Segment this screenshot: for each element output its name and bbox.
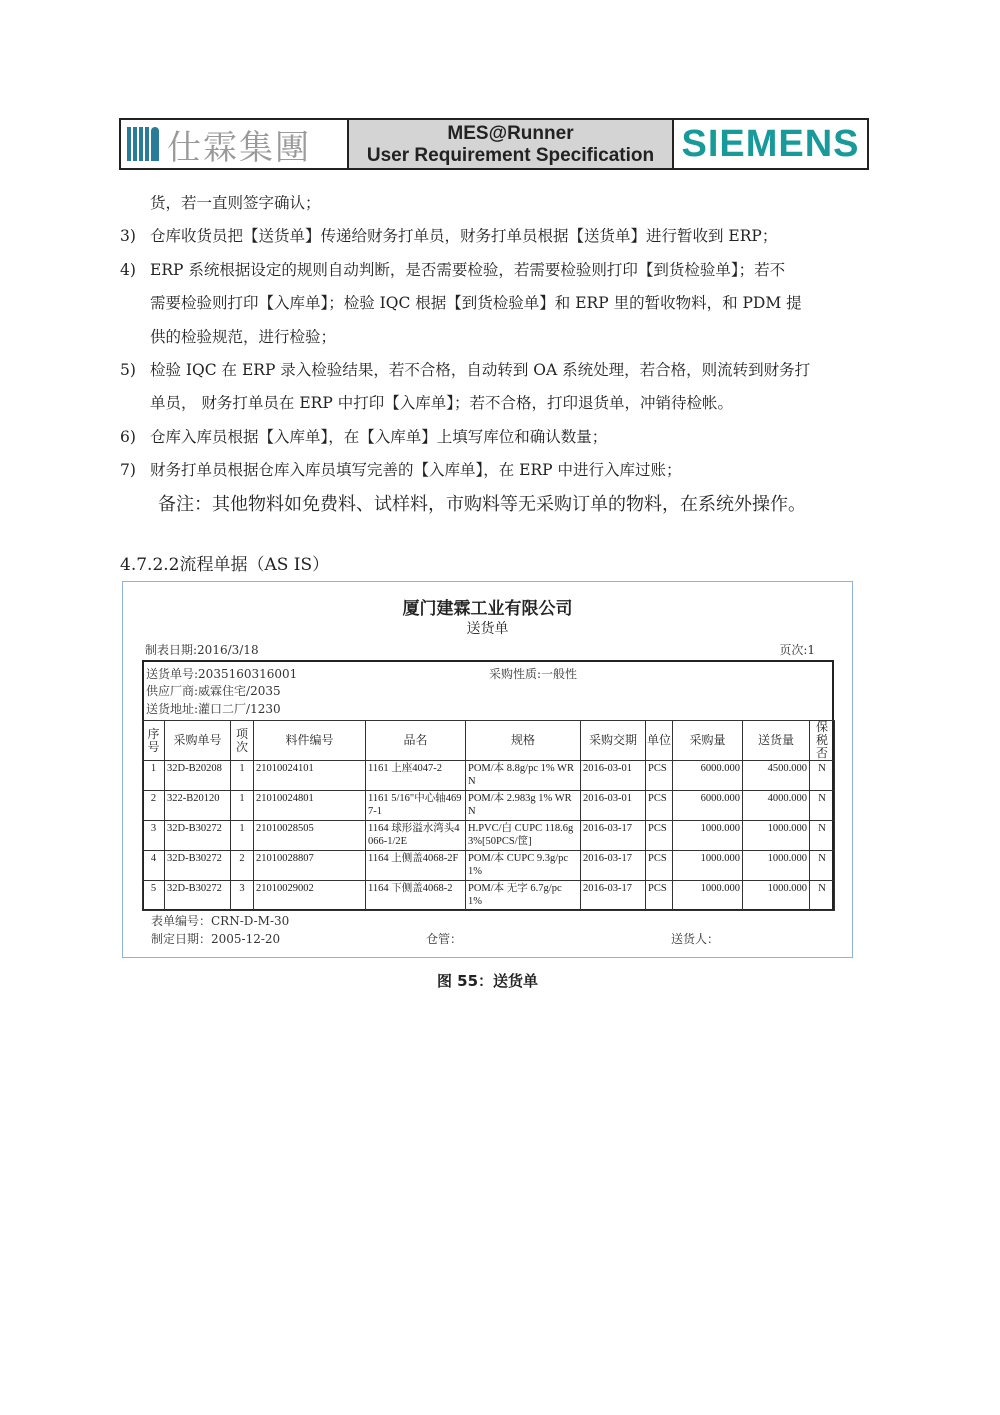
made-date: 制定日期：2005-12-20 [151, 932, 281, 946]
table-cell: 32D-B30272 [165, 821, 231, 851]
delivery-table [142, 720, 835, 911]
column-header: 采购交期 [581, 721, 646, 761]
table-cell: N [810, 851, 835, 881]
table-cell: N [810, 761, 835, 791]
table-cell: 32D-B30272 [165, 851, 231, 881]
table-cell: 5 [143, 881, 165, 911]
form-info [144, 662, 832, 720]
figure-caption: 图 55：送货单 [436, 972, 539, 990]
table-cell: 2 [143, 791, 165, 821]
table-cell: 1000.000 [673, 821, 743, 851]
table-cell: 21010029002 [254, 881, 366, 911]
table-cell: 1000.000 [743, 851, 810, 881]
list-number: 3) [120, 227, 136, 246]
address: 送货地址:灌口二厂/1230 [146, 702, 281, 716]
table-cell: POM/本 CUPC 9.3g/pc 1% [466, 851, 581, 881]
list-number: 5) [120, 361, 136, 379]
table-cell: 32D-B20208 [165, 761, 231, 791]
column-header: 项次 [231, 721, 254, 761]
list-item-text: 供的检验规范，进行检验； [150, 327, 337, 346]
doc-title [349, 120, 674, 168]
list-number: 7) [120, 461, 136, 480]
table-cell: N [810, 821, 835, 851]
table-row [143, 761, 835, 791]
table-cell: PCS [646, 881, 673, 911]
figure-wrapper [122, 581, 853, 991]
sender: 送货人： [671, 932, 720, 946]
logo-text: 仕霖集團 [167, 127, 311, 168]
table-cell: POM/本 8.8g/pc 1% WRN [466, 761, 581, 791]
table-cell: 3 [231, 881, 254, 911]
table-cell: 1164 上侧盖4068-2F [366, 851, 466, 881]
column-header: 序号 [143, 721, 165, 761]
table-cell: 21010024101 [254, 761, 366, 791]
table-cell: 2016-03-17 [581, 821, 646, 851]
table-cell: PCS [646, 761, 673, 791]
table-row [143, 881, 835, 911]
table-row [143, 851, 835, 881]
table-row [143, 821, 835, 851]
table-cell: N [810, 791, 835, 821]
form-footer [142, 911, 833, 947]
form-number: 表单编号：CRN-D-M-30 [151, 914, 290, 928]
table-cell: 21010028505 [254, 821, 366, 851]
table-cell: 2 [231, 851, 254, 881]
table-cell: POM/本 无字 6.7g/pc 1% [466, 881, 581, 911]
doc-title-line2: User Requirement Specification [366, 145, 655, 166]
logo-mark-icon [127, 127, 159, 161]
page-header [119, 118, 869, 170]
table-cell: PCS [646, 851, 673, 881]
purchase-nature: 采购性质:一般性 [489, 667, 578, 681]
table-cell: 1000.000 [743, 821, 810, 851]
table-cell: 322-B20120 [165, 791, 231, 821]
column-header: 采购单号 [165, 721, 231, 761]
table-cell: 1164 球形溢水湾头4066-1/2E [366, 821, 466, 851]
list-item-text: 财务打单员根据仓库入库员填写完善的【入库单】，在 ERP 中进行入库过账； [150, 461, 682, 480]
form-title: 送货单 [466, 621, 509, 637]
table-cell: 1 [231, 821, 254, 851]
column-header: 送货量 [743, 721, 810, 761]
column-header: 采购量 [673, 721, 743, 761]
table-cell: 2016-03-17 [581, 881, 646, 911]
delivery-note-figure [122, 581, 853, 958]
table-cell: PCS [646, 821, 673, 851]
delivery-no: 送货单号:2035160316001 [146, 667, 298, 681]
table-cell: 6000.000 [673, 761, 743, 791]
table-cell: 2016-03-01 [581, 761, 646, 791]
table-cell: 1 [143, 761, 165, 791]
list-number: 6) [120, 427, 136, 446]
table-cell: 21010024801 [254, 791, 366, 821]
table-cell: 2016-03-01 [581, 791, 646, 821]
form-company: 厦门建霖工业有限公司 [402, 599, 573, 619]
table-cell: 21010028807 [254, 851, 366, 881]
table-cell: POM/本 2.983g 1% WRN [466, 791, 581, 821]
list-item-text: 仓库入库员根据【入库单】，在【入库单】上填写库位和确认数量； [150, 427, 608, 446]
table-cell: 1164 下侧盖4068-2 [366, 881, 466, 911]
table-row [143, 791, 835, 821]
table-cell: 32D-B30272 [165, 881, 231, 911]
list-item-text: 检验 IQC 在 ERP 录入检验结果，若不合格，自动转到 OA 系统处理，若合格，则流转到财务打 [150, 361, 811, 379]
column-header: 保税否 [810, 721, 835, 761]
table-cell: 1000.000 [673, 851, 743, 881]
note: 备注：其他物料如免费料、试样料，市购料等无采购订单的物料，在系统外操作。 [158, 494, 806, 515]
column-header: 品名 [366, 721, 466, 761]
vendor: 供应厂商:威霖住宅/2035 [146, 684, 281, 698]
section-heading: 4.7.2.2流程单据（AS IS） [120, 555, 330, 575]
list-number: 4) [120, 260, 136, 279]
table-cell: 3 [143, 821, 165, 851]
form-box [142, 660, 834, 911]
table-cell: 1000.000 [743, 881, 810, 911]
table-cell: 2016-03-17 [581, 851, 646, 881]
table-cell: 1 [231, 761, 254, 791]
list-continuation: 货，若一直则签字确认； [150, 194, 321, 212]
form-page: 页次:1 [779, 643, 815, 657]
list-item-text: ERP 系统根据设定的规则自动判断，是否需要检验，若需要检验则打印【到货检验单】；若不 [150, 260, 786, 279]
table-cell: 4000.000 [743, 791, 810, 821]
table-cell: 1 [231, 791, 254, 821]
table-cell: N [810, 881, 835, 911]
siemens-logo: SIEMENS [681, 122, 860, 165]
column-header: 规格 [466, 721, 581, 761]
table-cell: H.PVC/白 CUPC 118.6g3%[50PCS/筐] [466, 821, 581, 851]
company-logo [121, 120, 349, 168]
table-cell: 1161 上座4047-2 [366, 761, 466, 791]
table-cell: PCS [646, 791, 673, 821]
doc-title-line1: MES@Runner [447, 123, 574, 144]
list-item-text: 需要检验则打印【入库单】；检验 IQC 根据【到货检验单】和 ERP 里的暂收物料，和 PDM 提 [150, 294, 802, 313]
warehouse-keeper: 仓管： [426, 932, 463, 946]
table-cell: 4 [143, 851, 165, 881]
table-cell: 6000.000 [673, 791, 743, 821]
table-cell: 1000.000 [673, 881, 743, 911]
table-cell: 1161 5/16"中心轴4697-1 [366, 791, 466, 821]
list-item-text: 仓库收货员把【送货单】传递给财务打单员，财务打单员根据【送货单】进行暂收到 ERP； [150, 227, 778, 246]
list-item-text: 单员， 财务打单员在 ERP 中打印【入库单】；若不合格，打印退货单，冲销待检帐。 [150, 394, 733, 413]
table-cell: 4500.000 [743, 761, 810, 791]
column-header: 单位 [646, 721, 673, 761]
form-date: 制表日期:2016/3/18 [145, 643, 259, 657]
form-meta-row [142, 638, 833, 660]
column-header: 料件编号 [254, 721, 366, 761]
